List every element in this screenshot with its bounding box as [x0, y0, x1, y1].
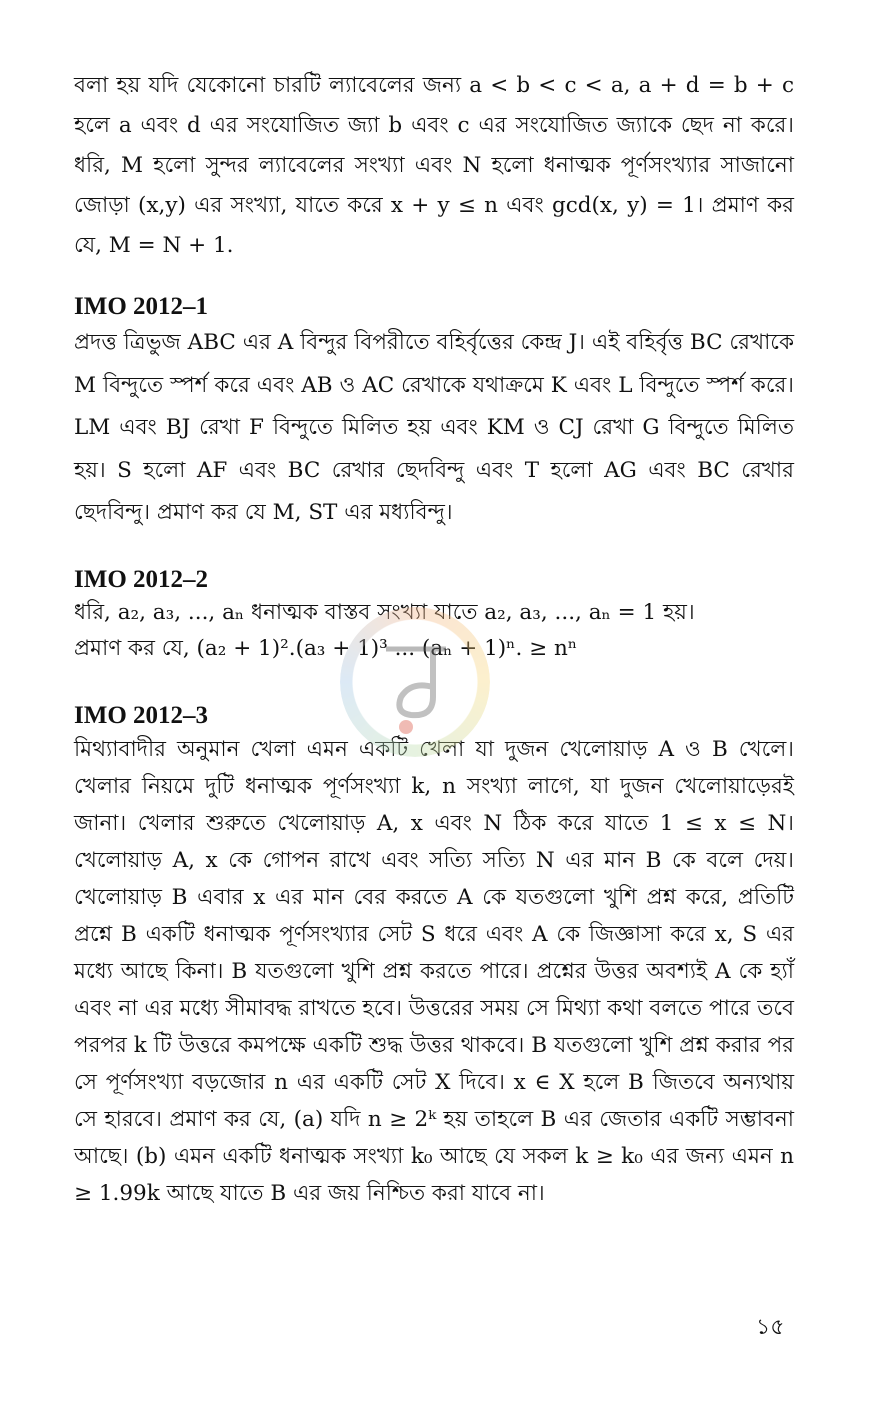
- problem-imo-2012-1: [74, 292, 794, 535]
- watermark-book-icon: [381, 637, 451, 737]
- problem-text: প্রদত্ত ত্রিভুজ ABC এর A বিন্দুর বিপরীতে বহির্বৃত্তের কেন্দ্র J। এই বহির্বৃত্ত BC রেখাকে M বিন্দুতে স্পর্শ করে এবং AB ও AC রেখাকে যথাক্রমে K এবং L বিন্দুতে স্পর্শ করে। LM এবং BJ রেখা F বিন্দুতে মিলিত হয় এবং KM ও CJ রেখা G বিন্দুতে মিলিত হয়। S হলো AF এবং BC রেখার ছেদবিন্দু এবং T হলো AG এবং BC রেখার ছেদবিন্দু। প্রমাণ কর যে M, ST এর মধ্যবিন্দু।: [74, 330, 794, 525]
- problem-line-1: ধরি, a₂, a₃, ..., aₙ ধনাত্মক বাস্তব সংখ্যা যাতে a₂, a₃, ..., aₙ = 1 হয়।: [74, 599, 695, 625]
- problem-line-2: প্রমাণ কর যে, (a₂ + 1)².(a₃ + 1)³ ... (aₙ + 1)ⁿ. ≥ nⁿ: [74, 635, 578, 661]
- problem-title: IMO 2012–2: [74, 565, 209, 593]
- problem-title: IMO 2012–3: [74, 701, 209, 729]
- problem-title: IMO 2012–1: [74, 293, 209, 320]
- intro-paragraph: বলা হয় যদি যেকোনো চারটি ল্যাবেলের জন্য a < b < c < a, a + d = b + c হলে a এবং d এর সংযোজিত জ্যা b এবং c এর সংযোজিত জ্যাকে ছেদ না করে। ধরি, M হলো সুন্দর ল্যাবেলের সংখ্যা এবং N হলো ধনাত্মক পূর্ণসংখ্যার সাজানো জোড়া (x,y) এর সংখ্যা, যাতে করে x + y ≤ n এবং gcd(x, y) = 1। প্রমাণ কর যে, M = N + 1.: [74, 73, 794, 258]
- problem-text: মিথ্যাবাদীর অনুমান খেলা এমন একটি খেলা যা দুজন খেলোয়াড় A ও B খেলে। খেলার নিয়মে দুটি ধনাত্মক পূর্ণসংখ্যা k, n সংখ্যা লাগে, যা দুজন খেলোয়াড়েরই জানা। খেলার শুরুতে খেলোয়াড় A, x এবং N ঠিক করে যাতে 1 ≤ x ≤ N। খেলোয়াড় A, x কে গোপন রাখে এবং সত্যি সত্যি N এর মান B কে বলে দেয়। খেলোয়াড় B এবার x এর মান বের করতে A কে যতগুলো খুশি প্রশ্ন করে, প্রতিটি প্রশ্নে B একটি ধনাত্মক পূর্ণসংখ্যার সেট S ধরে এবং A কে জিজ্ঞাসা করে x, S এর মধ্যে আছে কিনা। B যতগুলো খুশি প্রশ্ন করতে পারে। প্রশ্নের উত্তর অবশ্যই A কে হ্যাঁ এবং না এর মধ্যে সীমাবদ্ধ রাখতে হবে। উত্তরের সময় সে মিথ্যা কথা বলতে পারে তবে পরপর k টি উত্তরে কমপক্ষে একটি শুদ্ধ উত্তর থাকবে। B যতগুলো খুশি প্রশ্ন করার পর সে পূর্ণসংখ্যা বড়জোর n এর একটি সেট X দিবে। x ∈ X হলে B জিতবে অন্যথায় সে হারবে। প্রমাণ কর যে, (a) যদি n ≥ 2ᵏ হয় তাহলে B এর জেতার একটি সম্ভাবনা আছে। (b) এমন একটি ধনাত্মক সংখ্যা k₀ আছে যে সকল k ≥ k₀ এর জন্য এমন n ≥ 1.99k আছে যাতে B এর জয় নিশ্চিত করা যাবে না।: [74, 736, 794, 1206]
- page-number: ১৫: [756, 1315, 785, 1340]
- problem-imo-2012-3: [74, 701, 794, 1212]
